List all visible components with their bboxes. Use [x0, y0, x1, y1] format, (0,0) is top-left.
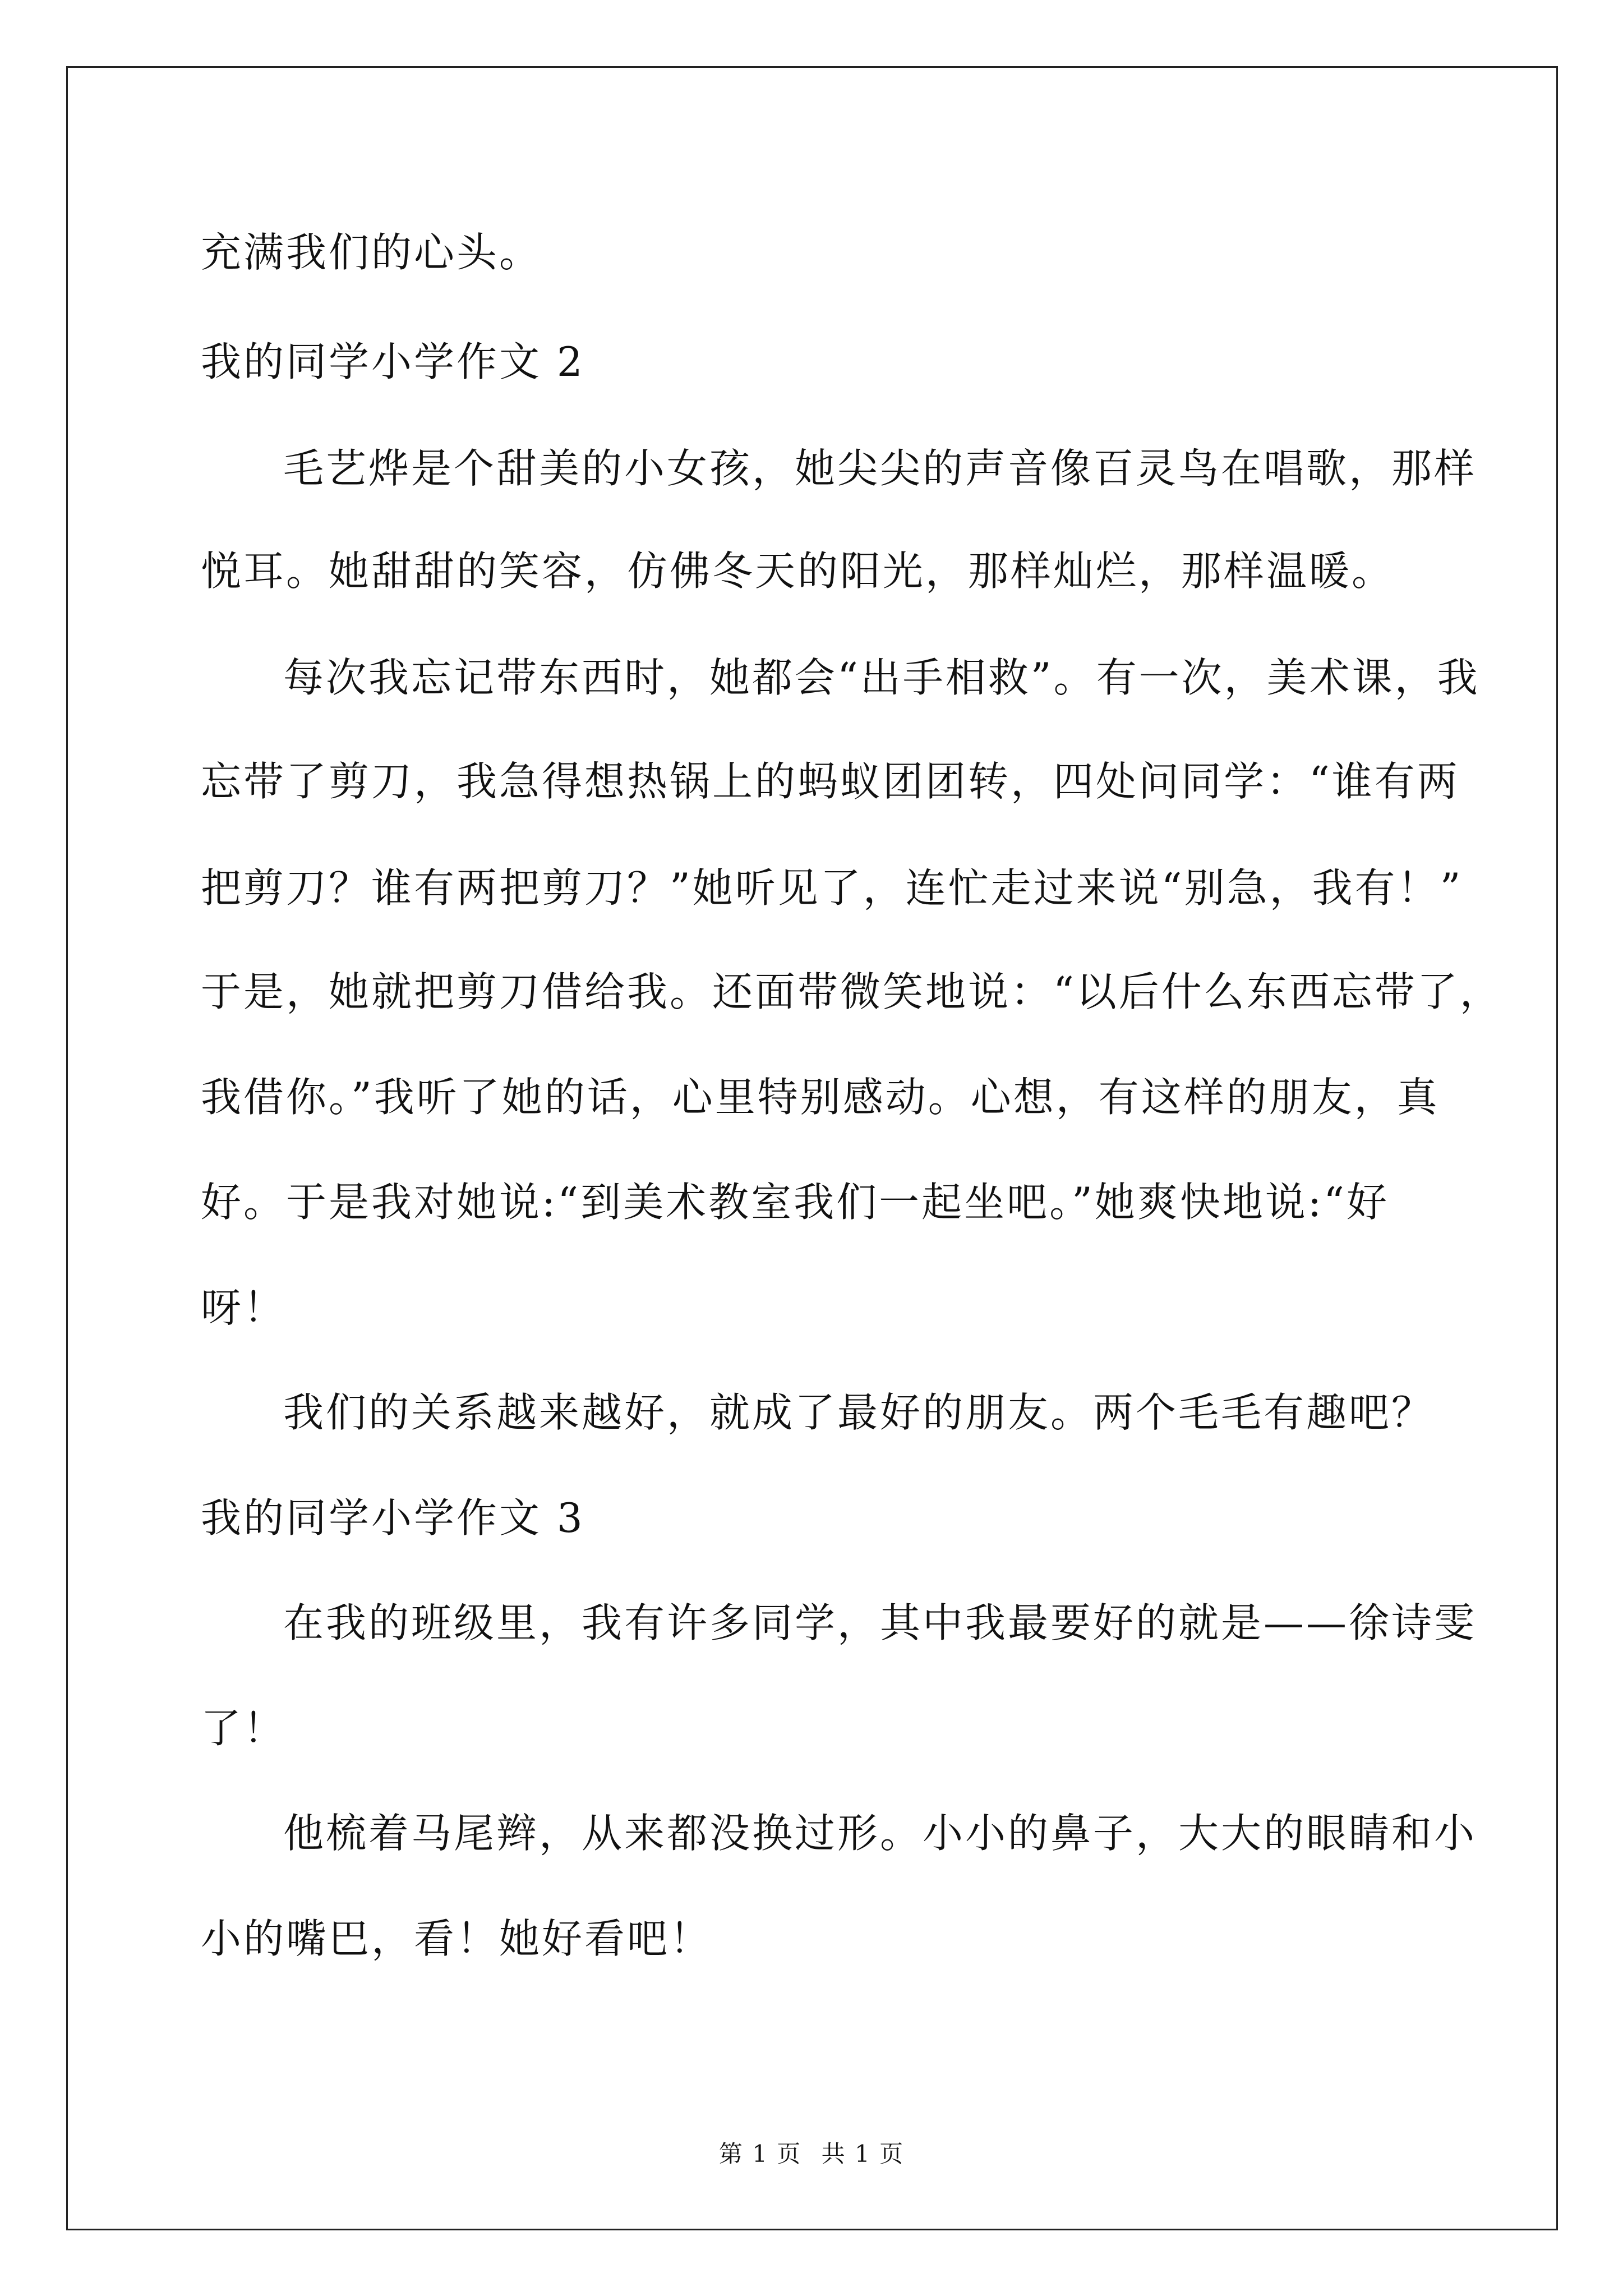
paragraph-line: 悦耳。她甜甜的笑容，仿佛冬天的阳光，那样灿烂，那样温暖。 [201, 547, 1395, 595]
paragraph-line: 我借你。”我听了她的话，心里特别感动。心想，有这样的朋友，真 [201, 1074, 1440, 1121]
paragraph-line: 他梳着马尾辫，从来都没换过形。小小的鼻子，大大的眼睛和小 [283, 1810, 1477, 1857]
paragraph-line: 毛艺烨是个甜美的小女孩，她尖尖的声音像百灵鸟在唱歌，那样 [283, 445, 1477, 492]
paragraph-line: 把剪刀？谁有两把剪刀？”她听见了，连忙走过来说“别急，我有！” [201, 864, 1463, 912]
paragraph-line: 于是，她就把剪刀借给我。还面带微笑地说：“以后什么东西忘带了， [201, 968, 1502, 1015]
paragraph-line: 忘带了剪刀，我急得想热锅上的蚂蚁团团转，四处问同学：“谁有两 [201, 758, 1460, 805]
section-heading: 我的同学小学作文 2 [201, 338, 585, 385]
paragraph-line: 呀！ [201, 1284, 287, 1331]
section-heading: 我的同学小学作文 3 [201, 1494, 585, 1542]
paragraph-line: 小的嘴巴，看！她好看吧！ [201, 1915, 713, 1962]
paragraph-line: 我们的关系越来越好，就成了最好的朋友。两个毛毛有趣吧？ [283, 1389, 1435, 1436]
paragraph-line: 好。于是我对她说:“到美术教室我们一起坐吧。”她爽快地说:“好 [201, 1179, 1389, 1226]
page-total: 共 1 页 [821, 2140, 905, 2168]
page-footer [0, 2138, 1623, 2170]
paragraph-line: 充满我们的心头。 [201, 229, 542, 276]
paragraph-line: 每次我忘记带东西时，她都会“出手相救”。有一次，美术课，我 [283, 654, 1480, 701]
page-border [66, 66, 1558, 2230]
page-number: 第 1 页 [718, 2140, 802, 2168]
paragraph-line: 了！ [201, 1705, 287, 1752]
paragraph-line: 在我的班级里，我有许多同学，其中我最要好的就是——徐诗雯 [283, 1599, 1477, 1646]
